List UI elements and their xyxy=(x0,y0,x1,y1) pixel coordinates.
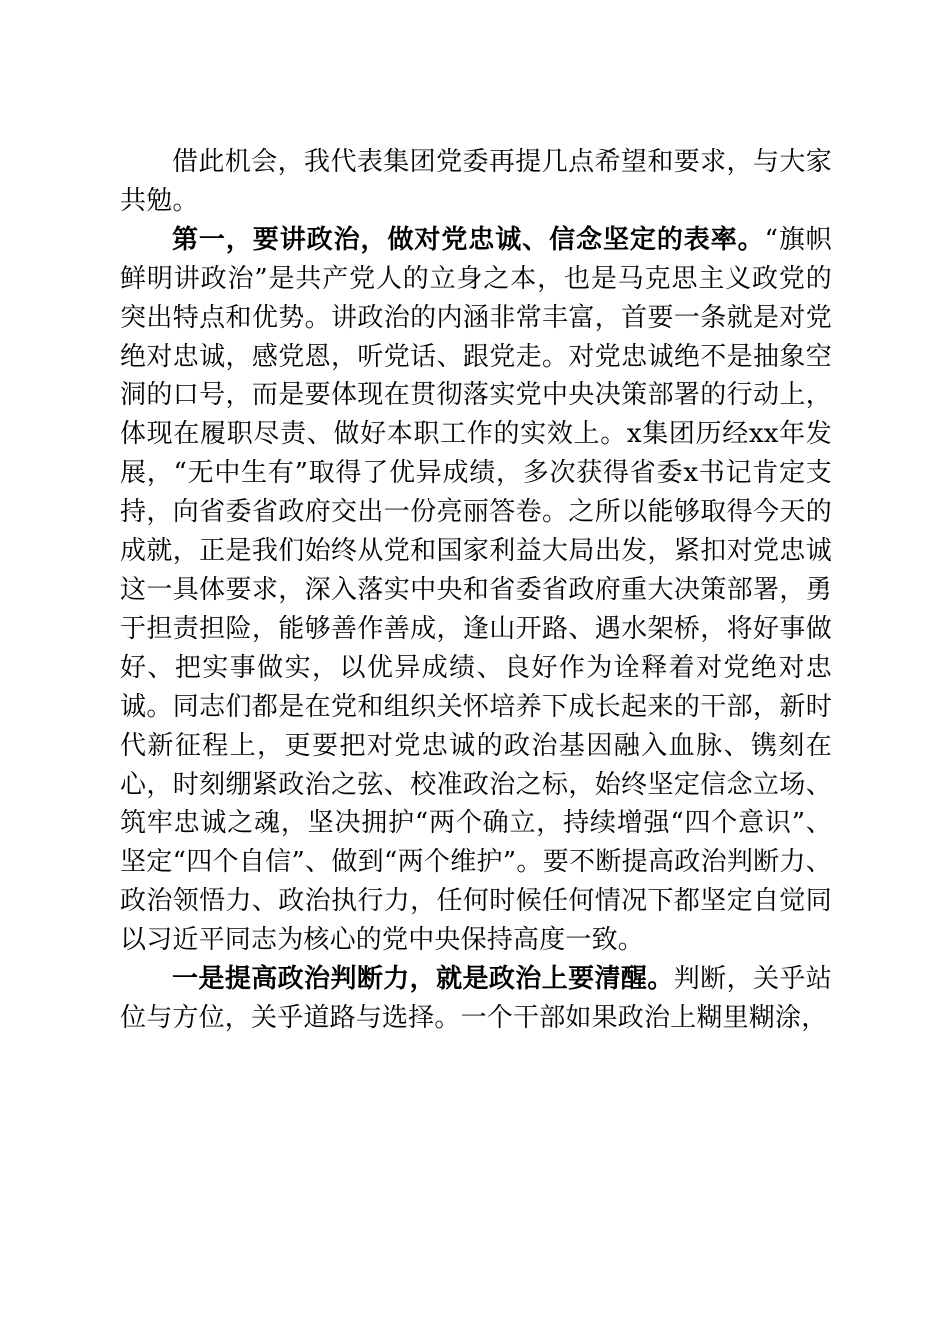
paragraph-political-judgment-heading: 一是提高政治判断力，就是政治上要清醒。 xyxy=(172,964,674,995)
paragraph-political-judgment-text: 判断，关乎站位与方位，关乎道路与选择。一个干部如果政治上糊里糊涂， xyxy=(120,964,832,1033)
document-page xyxy=(120,143,832,1038)
paragraph-intro xyxy=(120,143,832,221)
paragraph-first-point xyxy=(120,221,832,960)
paragraph-first-point-heading: 第一，要讲政治，做对党忠诚、信念坚定的表率。 xyxy=(172,224,765,255)
paragraph-intro-text: 借此机会，我代表集团党委再提几点希望和要求，与大家共勉。 xyxy=(120,147,832,216)
paragraph-first-point-text: “旗帜鲜明讲政治”是共产党人的立身之本，也是马克思主义政党的突出特点和优势。讲政治的内涵非常丰富，首要一条就是对党绝对忠诚，感党恩，听党话、跟党走。对党忠诚绝不是抽象空洞的口号，而是要体现在贯彻落实党中央决策部署的行动上，体现在履职尽责、做好本职工作的实效上。x集团历经xx年发展，“无中生有”取得了优异成绩，多次获得省委x书记肯定支持，向省委省政府交出一份亮丽答卷。之所以能够取得今天的成就，正是我们始终从党和国家利益大局出发，紧扣对党忠诚这一具体要求，深入落实中央和省委省政府重大决策部署，勇于担责担险，能够善作善成，逢山开路、遇水架桥，将好事做好、把实事做实，以优异成绩、良好作为诠释着对党绝对忠诚。同志们都是在党和组织关怀培养下成长起来的干部，新时代新征程上，更要把对党忠诚的政治基因融入血脉、镌刻在心，时刻绷紧政治之弦、校准政治之标，始终坚定信念立场、筑牢忠诚之魂，坚决拥护“两个确立，持续增强“四个意识”、坚定“四个自信”、做到“两个维护”。要不断提高政治判断力、政治领悟力、政治执行力，任何时候任何情况下都坚定自觉同以习近平同志为核心的党中央保持高度一致。 xyxy=(120,224,832,956)
paragraph-political-judgment xyxy=(120,960,832,1038)
